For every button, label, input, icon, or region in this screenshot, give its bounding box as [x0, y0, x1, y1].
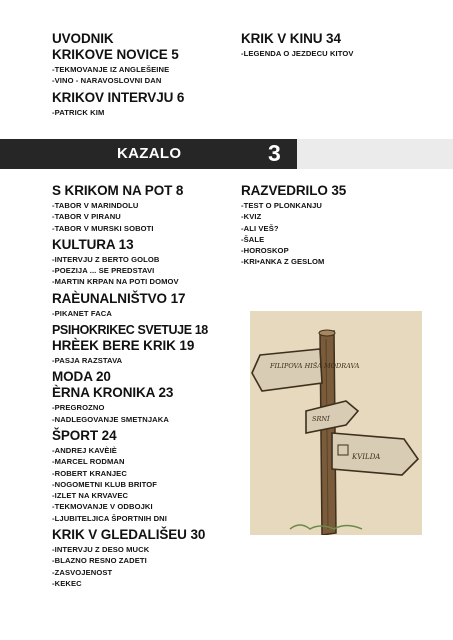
banner-light-bar: [297, 139, 453, 169]
sign-1-label-a: FILIPOVA HIŠA MODRAVA: [270, 362, 360, 370]
toc-subitem: -KRI•ANKA Z GESLOM: [241, 257, 325, 267]
toc-section-heading: RAZVEDRILO 35: [241, 183, 347, 198]
toc-left-main-column: [52, 183, 208, 589]
toc-subitem: -ZASVOJENOST: [52, 567, 113, 577]
toc-subitem: -PREGROZNO: [52, 403, 105, 413]
toc-section-heading: MODA 20: [52, 369, 111, 385]
signpost-drawing: [250, 311, 422, 535]
toc-section-heading: UVODNIK: [52, 31, 114, 46]
toc-subitem: -TEKMOVANJE V ODBOJKI: [52, 502, 153, 512]
toc-subitem: -LJUBITELJICA ŠPORTNIH DNI: [52, 513, 167, 523]
toc-left-top-column: [52, 31, 184, 118]
toc-subitem: -TABOR V PIRANU: [52, 212, 121, 222]
signpost-illustration: [250, 311, 422, 535]
toc-subitem: -MARCEL RODMAN: [52, 457, 125, 467]
toc-section-heading: KRIK V GLEDALIŠEU 30: [52, 527, 206, 543]
toc-subitem: -TABOR V MARINDOLU: [52, 201, 139, 210]
kazalo-banner: [0, 139, 453, 169]
toc-subitem: -MARTIN KRPAN NA POTI DOMOV: [52, 277, 179, 287]
toc-subitem: -VINO - NARAVOSLOVNI DAN: [52, 76, 162, 86]
toc-subitem: -ALI VEŠ?: [241, 223, 279, 233]
signpost-sign-1: [252, 349, 322, 391]
toc-right-top-column: [241, 31, 354, 59]
banner-dark-bar: [0, 139, 297, 169]
toc-section-heading: KRIKOV INTERVJU 6: [52, 89, 185, 105]
toc-right-main-column: [241, 183, 346, 268]
toc-subitem: -HOROSKOP: [241, 246, 289, 256]
toc-subitem: -PIKANET FACA: [52, 308, 112, 318]
banner-page-number: 3: [268, 140, 281, 166]
toc-subitem: -PATRICK KIM: [52, 107, 105, 117]
toc-section-heading: KRIK V KINU 34: [241, 31, 341, 46]
toc-section-heading: HRÈEK BERE KRIK 19: [52, 338, 195, 354]
toc-subitem: -INTERVJU Z DESO MUCK: [52, 545, 150, 555]
toc-subitem: -ROBERT KRANJEC: [52, 468, 127, 478]
toc-subitem: -KVIZ: [241, 212, 262, 222]
banner-title: KAZALO: [117, 145, 182, 162]
toc-subitem: -TABOR V MURSKI SOBOTI: [52, 223, 154, 233]
pole-top: [319, 330, 335, 336]
toc-subitem: -TEST O PLONKANJU: [241, 201, 323, 210]
toc-subitem: -POEZIJA ... SE PREDSTAVI: [52, 266, 155, 276]
toc-subitem: -NADLEGOVANJE SMETNJAKA: [52, 414, 169, 424]
toc-section-heading: ÈRNA KRONIKA 23: [52, 385, 174, 401]
toc-subitem: -KEKEC: [52, 578, 82, 588]
sign-2-label: SRNÍ: [312, 415, 330, 423]
toc-section-heading: KULTURA 13: [52, 236, 134, 252]
toc-section-heading: RAÈUNALNIŠTVO 17: [52, 290, 186, 306]
toc-subitem: -BLAZNO RESNO ZADETI: [52, 556, 147, 566]
toc-subitem: -INTERVJU Z BERTO GOLOB: [52, 254, 160, 264]
toc-subitem: -ANDREJ KAVÈIÈ: [52, 445, 117, 455]
toc-section-heading: ŠPORT 24: [52, 427, 117, 443]
toc-subitem: -TEKMOVANJE IZ ANGLEŠEINE: [52, 65, 170, 74]
toc-subitem: -NOGOMETNI KLUB BRITOF: [52, 479, 157, 489]
toc-section-heading: KRIKOVE NOVICE 5: [52, 47, 179, 62]
sign-3-label: KVILDA: [352, 453, 381, 461]
toc-subitem: -PASJA RAZSTAVA: [52, 356, 123, 366]
toc-section-heading: S KRIKOM NA POT 8: [52, 183, 184, 198]
toc-subitem: -LEGENDA O JEZDECU KITOV: [241, 49, 354, 58]
toc-section-heading: PSIHOKRIKEC SVETUJE 18: [52, 323, 208, 338]
toc-subitem: -ŠALE: [241, 234, 265, 244]
toc-subitem: -IZLET NA KRVAVEC: [52, 491, 129, 501]
